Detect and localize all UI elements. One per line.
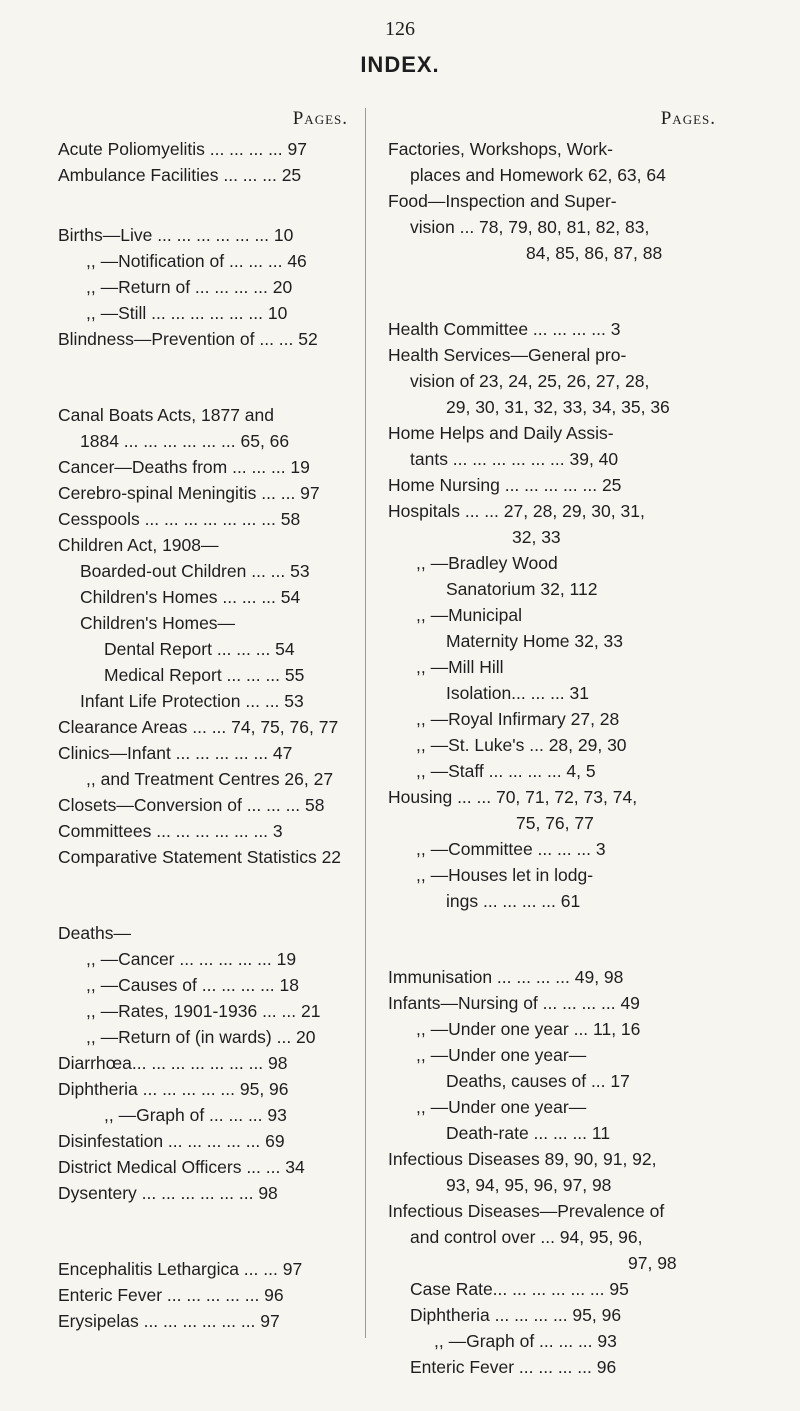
index-entry: Encephalitis Lethargica ... ... 97	[58, 1259, 303, 1279]
index-entry: Housing ... ... 70, 71, 72, 73, 74,	[388, 787, 638, 807]
index-entry: 84, 85, 86, 87, 88	[526, 243, 663, 263]
index-entry: Infectious Diseases—Prevalence of	[388, 1201, 665, 1221]
index-entry: Cesspools ... ... ... ... ... ... ... 58	[58, 509, 301, 529]
index-entry: Diphtheria ... ... ... ... ... 95, 96	[58, 1079, 289, 1099]
index-entry: Medical Report ... ... ... 55	[104, 665, 305, 685]
index-entry: Comparative Statement Statistics 22	[58, 847, 342, 867]
index-entry: ,, —Causes of ... ... ... ... 18	[86, 975, 299, 995]
index-entry: vision of 23, 24, 25, 26, 27, 28,	[410, 371, 650, 391]
index-entry: Diarrhœa... ... ... ... ... ... ... 98	[58, 1053, 288, 1073]
index-left-column	[58, 106, 348, 1334]
index-entry: Health Services—General pro-	[388, 345, 627, 365]
index-entry: 97, 98	[628, 1253, 677, 1273]
index-entry: Enteric Fever ... ... ... ... ... 96	[58, 1285, 284, 1305]
index-entry: ,, —Return of ... ... ... ... 20	[86, 277, 293, 297]
index-entry: 29, 30, 31, 32, 33, 34, 35, 36	[446, 397, 670, 417]
index-entry: Infants—Nursing of ... ... ... ... 49	[388, 993, 640, 1013]
index-entry: Disinfestation ... ... ... ... ... 69	[58, 1131, 285, 1151]
index-entry: ,, —Municipal	[416, 605, 523, 625]
index-entry: Committees ... ... ... ... ... ... 3	[58, 821, 283, 841]
index-entry: 32, 33	[512, 527, 561, 547]
index-entry: ,, —St. Luke's ... 28, 29, 30	[416, 735, 627, 755]
index-entry: ,, —Mill Hill	[416, 657, 504, 677]
index-entry: Canal Boats Acts, 1877 and	[58, 405, 274, 425]
index-entry: ,, —Royal Infirmary 27, 28	[416, 709, 620, 729]
index-entry: Sanatorium 32, 112	[446, 579, 598, 599]
index-entry: Infant Life Protection ... ... 53	[80, 691, 304, 711]
index-entry: places and Homework 62, 63, 64	[410, 165, 666, 185]
index-entry: 93, 94, 95, 96, 97, 98	[446, 1175, 612, 1195]
index-entry: ,, —Bradley Wood	[416, 553, 558, 573]
index-entry: Acute Poliomyelitis ... ... ... ... 97	[58, 139, 307, 159]
index-entry: Boarded-out Children ... ... 53	[80, 561, 310, 581]
index-entry: Dental Report ... ... ... 54	[104, 639, 295, 659]
index-entry: ings ... ... ... ... 61	[446, 891, 581, 911]
index-entry: Blindness—Prevention of ... ... 52	[58, 329, 318, 349]
index-entry: Case Rate... ... ... ... ... ... 95	[410, 1279, 629, 1299]
page-number: 126	[385, 18, 415, 40]
index-entry: ,, —Under one year—	[416, 1045, 587, 1065]
index-entry: Home Nursing ... ... ... ... ... 25	[388, 475, 622, 495]
pages-heading: Pages.	[660, 108, 716, 129]
index-entry: Clearance Areas ... ... 74, 75, 76, 77	[58, 717, 339, 737]
index-entry: Children's Homes ... ... ... 54	[80, 587, 301, 607]
index-entry: ,, —Houses let in lodg-	[416, 865, 594, 885]
index-entry: ,, —Notification of ... ... ... 46	[86, 251, 307, 271]
page-title: INDEX.	[360, 52, 440, 77]
index-right-column	[388, 106, 716, 1380]
index-entry: ,, —Still ... ... ... ... ... ... 10	[86, 303, 288, 323]
index-entry: ,, —Cancer ... ... ... ... ... 19	[86, 949, 297, 969]
index-entry: Closets—Conversion of ... ... ... 58	[58, 795, 325, 815]
index-entry: Births—Live ... ... ... ... ... ... 10	[58, 225, 294, 245]
index-entry: ,, —Under one year—	[416, 1097, 587, 1117]
index-entry: ,, —Rates, 1901-1936 ... ... 21	[86, 1001, 321, 1021]
index-entry: vision ... 78, 79, 80, 81, 82, 83,	[410, 217, 650, 237]
index-entry: Immunisation ... ... ... ... 49, 98	[388, 967, 624, 987]
index-entry: Death-rate ... ... ... 11	[446, 1123, 611, 1143]
index-entry: ,, —Staff ... ... ... ... 4, 5	[416, 761, 596, 781]
index-entry: Enteric Fever ... ... ... ... 96	[410, 1357, 617, 1377]
index-entry: ,, —Graph of ... ... ... 93	[434, 1331, 617, 1351]
index-entry: Infectious Diseases 89, 90, 91, 92,	[388, 1149, 657, 1169]
index-entry: ,, —Return of (in wards) ... 20	[86, 1027, 316, 1047]
index-entry: 1884 ... ... ... ... ... ... 65, 66	[80, 431, 290, 451]
index-entry: Maternity Home 32, 33	[446, 631, 624, 651]
index-entry: Home Helps and Daily Assis-	[388, 423, 614, 443]
index-entry: District Medical Officers ... ... 34	[58, 1157, 305, 1177]
index-entry: Food—Inspection and Super-	[388, 191, 617, 211]
index-entry: Deaths, causes of ... 17	[446, 1071, 630, 1091]
pages-heading: Pages.	[292, 108, 348, 129]
index-entry: Children Act, 1908—	[58, 535, 219, 555]
index-entry: Ambulance Facilities ... ... ... 25	[58, 165, 302, 185]
index-entry: Hospitals ... ... 27, 28, 29, 30, 31,	[388, 501, 645, 521]
index-entry: ,, —Under one year ... 11, 16	[416, 1019, 641, 1039]
index-entry: Clinics—Infant ... ... ... ... ... 47	[58, 743, 293, 763]
index-entry: tants ... ... ... ... ... ... 39, 40	[410, 449, 619, 469]
index-entry: Children's Homes—	[80, 613, 236, 633]
index-entry: Dysentery ... ... ... ... ... ... 98	[58, 1183, 278, 1203]
column-divider	[365, 108, 366, 1338]
index-entry: Factories, Workshops, Work-	[388, 139, 613, 159]
index-entry: 75, 76, 77	[516, 813, 594, 833]
index-entry: Deaths—	[58, 923, 131, 943]
index-entry: ,, —Graph of ... ... ... 93	[104, 1105, 287, 1125]
index-entry: and control over ... 94, 95, 96,	[410, 1227, 643, 1247]
index-entry: Health Committee ... ... ... ... 3	[388, 319, 621, 339]
index-entry: Erysipelas ... ... ... ... ... ... 97	[58, 1311, 280, 1331]
index-entry: ,, —Committee ... ... ... 3	[416, 839, 606, 859]
index-entry: Cancer—Deaths from ... ... ... 19	[58, 457, 310, 477]
index-entry: Isolation... ... ... 31	[446, 683, 589, 703]
index-entry: Diphtheria ... ... ... ... 95, 96	[410, 1305, 622, 1325]
index-entry: ,, and Treatment Centres 26, 27	[86, 769, 334, 789]
index-entry: Cerebro-spinal Meningitis ... ... 97	[58, 483, 320, 503]
